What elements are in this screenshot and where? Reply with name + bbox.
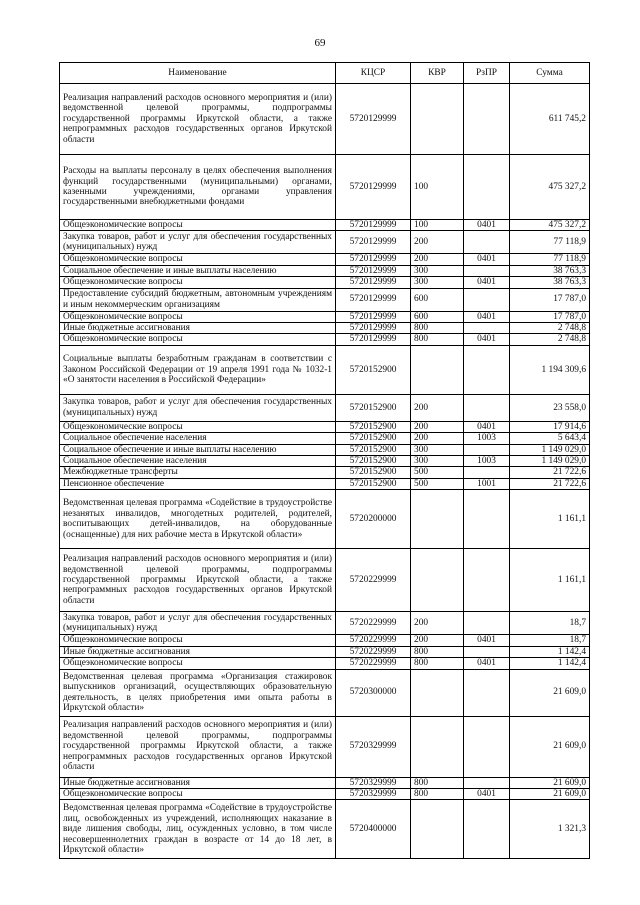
table-row	[60, 155, 590, 220]
table-row	[60, 231, 590, 254]
row-kvr: 800	[411, 777, 464, 788]
row-kvr: 100	[411, 220, 464, 231]
row-name: Общеэкономические вопросы	[60, 635, 336, 646]
table-row	[60, 777, 590, 788]
row-kcsr: 5720129999	[336, 277, 411, 288]
row-kvr: 800	[411, 334, 464, 345]
row-kcsr: 5720129999	[336, 254, 411, 265]
table-row	[60, 345, 590, 394]
row-kcsr: 5720329999	[336, 777, 411, 788]
table-row	[60, 334, 590, 345]
row-name: Общеэкономические вопросы	[60, 311, 336, 322]
row-sum: 475 327,2	[510, 220, 590, 231]
row-kvr: 800	[411, 788, 464, 799]
table-row	[60, 444, 590, 455]
row-rzpr: 1003	[464, 456, 510, 467]
row-rzpr	[464, 84, 510, 155]
row-kvr: 300	[411, 277, 464, 288]
table-row	[60, 84, 590, 155]
row-kvr: 200	[411, 635, 464, 646]
row-name: Общеэкономические вопросы	[60, 788, 336, 799]
row-name: Ведомственная целевая программа «Содействие в трудоустройстве незанятых инвалидов, многодетных родителей, родителей, воспитывающих детей-инвалидов, на оборудованные (оснащенные) для них рабочие места в Иркутской области»	[60, 490, 336, 549]
row-name: Социальное обеспечение и иные выплаты населению	[60, 265, 336, 276]
table-row	[60, 456, 590, 467]
row-sum: 611 745,2	[510, 84, 590, 155]
row-sum: 23 558,0	[510, 394, 590, 421]
table-row	[60, 394, 590, 421]
row-sum: 2 748,8	[510, 323, 590, 334]
row-kcsr: 5720129999	[336, 334, 411, 345]
row-sum: 2 748,8	[510, 334, 590, 345]
row-sum: 17 787,0	[510, 288, 590, 311]
row-kcsr: 5720329999	[336, 788, 411, 799]
table-row	[60, 220, 590, 231]
row-kcsr: 5720129999	[336, 84, 411, 155]
row-rzpr	[464, 669, 510, 716]
row-kcsr: 5720400000	[336, 800, 411, 859]
row-kvr: 500	[411, 478, 464, 489]
row-name: Общеэкономические вопросы	[60, 254, 336, 265]
row-kcsr: 5720129999	[336, 231, 411, 254]
row-name: Реализация направлений расходов основного мероприятия и (или) ведомственной целевой программы, подпрограммы государственной программы Иркутской области, а также непрограммных расходов государственных органов Иркутской области	[60, 716, 336, 777]
row-kvr	[411, 669, 464, 716]
header-rzpr: РзПР	[464, 63, 510, 84]
table-row	[60, 635, 590, 646]
row-rzpr	[464, 155, 510, 220]
table-row	[60, 646, 590, 657]
row-name: Социальное обеспечение и иные выплаты населению	[60, 444, 336, 455]
row-rzpr: 0401	[464, 635, 510, 646]
table-row	[60, 612, 590, 635]
row-sum: 21 609,0	[510, 788, 590, 799]
row-sum: 21 609,0	[510, 777, 590, 788]
row-kcsr: 5720129999	[336, 288, 411, 311]
row-name: Закупка товаров, работ и услуг для обеспечения государственных (муниципальных) нужд	[60, 231, 336, 254]
row-kcsr: 5720129999	[336, 265, 411, 276]
row-rzpr: 0401	[464, 220, 510, 231]
row-rzpr: 0401	[464, 277, 510, 288]
table-row	[60, 478, 590, 489]
row-kvr: 200	[411, 394, 464, 421]
row-rzpr	[464, 345, 510, 394]
row-name: Иные бюджетные ассигнования	[60, 646, 336, 657]
header-sum: Сумма	[510, 63, 590, 84]
table-row	[60, 288, 590, 311]
row-rzpr	[464, 646, 510, 657]
row-rzpr	[464, 490, 510, 549]
table-row	[60, 277, 590, 288]
row-name: Межбюджетные трансферты	[60, 467, 336, 478]
row-name: Общеэкономические вопросы	[60, 658, 336, 669]
row-rzpr: 0401	[464, 334, 510, 345]
row-sum: 21 609,0	[510, 669, 590, 716]
row-rzpr: 1003	[464, 433, 510, 444]
row-name: Социальное обеспечение населения	[60, 433, 336, 444]
table-row	[60, 549, 590, 612]
row-rzpr: 0401	[464, 311, 510, 322]
row-sum: 18,7	[510, 612, 590, 635]
row-kcsr: 5720129999	[336, 323, 411, 334]
row-kvr	[411, 549, 464, 612]
table-row	[60, 254, 590, 265]
row-sum: 1 161,1	[510, 549, 590, 612]
row-rzpr	[464, 323, 510, 334]
page-number: 69	[314, 37, 326, 49]
row-sum: 77 118,9	[510, 231, 590, 254]
row-sum: 21 609,0	[510, 716, 590, 777]
row-name: Общеэкономические вопросы	[60, 334, 336, 345]
row-rzpr	[464, 231, 510, 254]
row-kvr: 300	[411, 456, 464, 467]
row-rzpr: 0401	[464, 788, 510, 799]
table-row	[60, 265, 590, 276]
row-name: Иные бюджетные ассигнования	[60, 777, 336, 788]
row-name: Социальное обеспечение населения	[60, 456, 336, 467]
header-kvr: КВР	[411, 63, 464, 84]
row-kvr	[411, 716, 464, 777]
row-kcsr: 5720329999	[336, 716, 411, 777]
row-sum: 1 149 029,0	[510, 456, 590, 467]
row-name: Ведомственная целевая программа «Содействие в трудоустройстве лиц, освобожденных из учреждений, исполняющих наказание в виде лишения свободы, лиц, осужденных условно, в том числе несовершеннолетних граждан в возрасте от 14 до 18 лет, в Иркутской области»	[60, 800, 336, 859]
table-body	[60, 84, 590, 859]
row-kvr: 500	[411, 467, 464, 478]
row-rzpr	[464, 467, 510, 478]
row-kcsr: 5720152900	[336, 345, 411, 394]
row-kvr: 300	[411, 444, 464, 455]
row-kcsr: 5720152900	[336, 478, 411, 489]
row-kvr: 600	[411, 288, 464, 311]
row-kvr: 300	[411, 265, 464, 276]
header-kcsr: КЦСР	[336, 63, 411, 84]
row-sum: 21 722,6	[510, 478, 590, 489]
row-kcsr: 5720152900	[336, 433, 411, 444]
row-rzpr	[464, 800, 510, 859]
table-row	[60, 421, 590, 432]
row-name: Реализация направлений расходов основного мероприятия и (или) ведомственной целевой программы, подпрограммы государственной программы Иркутской области, а также непрограммных расходов государственных органов Иркутской области	[60, 84, 336, 155]
row-kvr: 800	[411, 658, 464, 669]
budget-table	[59, 62, 590, 859]
row-kvr	[411, 490, 464, 549]
row-name: Ведомственная целевая программа «Организация стажировок выпускников организаций, осуществляющих образовательную деятельность, в целях приобретения ими опыта работы в Иркутской области»	[60, 669, 336, 716]
row-rzpr	[464, 288, 510, 311]
table-row	[60, 800, 590, 859]
row-name: Расходы на выплаты персоналу в целях обеспечения выполнения функций государственными (муниципальными) органами, казенными учреждениями, органами управления государственными внебюджетными фондами	[60, 155, 336, 220]
row-name: Социальные выплаты безработным гражданам в соответствии с Законом Российской Федерации от 19 апреля 1991 года № 1032-1 «О занятости населения в Российской Федерации»	[60, 345, 336, 394]
table-row	[60, 323, 590, 334]
row-sum: 1 149 029,0	[510, 444, 590, 455]
row-kcsr: 5720152900	[336, 394, 411, 421]
table-row	[60, 467, 590, 478]
row-kcsr: 5720229999	[336, 635, 411, 646]
row-kvr	[411, 800, 464, 859]
row-kcsr: 5720152900	[336, 467, 411, 478]
row-rzpr	[464, 265, 510, 276]
header-name: Наименование	[60, 63, 336, 84]
row-rzpr: 0401	[464, 658, 510, 669]
row-name: Предоставление субсидий бюджетным, автономным учреждениям и иным некоммерческим организациям	[60, 288, 336, 311]
row-kvr: 800	[411, 646, 464, 657]
row-name: Реализация направлений расходов основного мероприятия и (или) ведомственной целевой программы, подпрограммы государственной программы Иркутской области, а также непрограммных расходов государственных органов Иркутской области	[60, 549, 336, 612]
row-kvr	[411, 345, 464, 394]
row-kvr	[411, 84, 464, 155]
row-sum: 17 787,0	[510, 311, 590, 322]
row-sum: 1 321,3	[510, 800, 590, 859]
table-row	[60, 716, 590, 777]
row-sum: 1 142,4	[510, 658, 590, 669]
row-kcsr: 5720229999	[336, 549, 411, 612]
table-row	[60, 490, 590, 549]
row-kvr: 200	[411, 231, 464, 254]
row-sum: 77 118,9	[510, 254, 590, 265]
row-sum: 5 643,4	[510, 433, 590, 444]
row-rzpr: 0401	[464, 421, 510, 432]
row-name: Общеэкономические вопросы	[60, 421, 336, 432]
row-kcsr: 5720129999	[336, 155, 411, 220]
row-kcsr: 5720200000	[336, 490, 411, 549]
row-name: Общеэкономические вопросы	[60, 277, 336, 288]
row-kcsr: 5720229999	[336, 612, 411, 635]
row-rzpr	[464, 444, 510, 455]
row-sum: 21 722,6	[510, 467, 590, 478]
row-rzpr	[464, 612, 510, 635]
row-sum: 475 327,2	[510, 155, 590, 220]
row-rzpr	[464, 549, 510, 612]
row-kcsr: 5720152900	[336, 456, 411, 467]
table-row	[60, 669, 590, 716]
row-sum: 1 161,1	[510, 490, 590, 549]
row-rzpr: 0401	[464, 254, 510, 265]
table-header-row	[60, 63, 590, 84]
row-rzpr	[464, 777, 510, 788]
row-kvr: 200	[411, 254, 464, 265]
row-sum: 17 914,6	[510, 421, 590, 432]
row-rzpr	[464, 394, 510, 421]
row-kcsr: 5720152900	[336, 444, 411, 455]
row-kvr: 600	[411, 311, 464, 322]
row-kvr: 200	[411, 421, 464, 432]
row-sum: 38 763,3	[510, 265, 590, 276]
row-kcsr: 5720300000	[336, 669, 411, 716]
row-name: Закупка товаров, работ и услуг для обеспечения государственных (муниципальных) нужд	[60, 394, 336, 421]
row-kcsr: 5720129999	[336, 220, 411, 231]
table-row	[60, 433, 590, 444]
row-rzpr: 1001	[464, 478, 510, 489]
row-sum: 1 194 309,6	[510, 345, 590, 394]
row-name: Иные бюджетные ассигнования	[60, 323, 336, 334]
row-name: Общеэкономические вопросы	[60, 220, 336, 231]
row-kcsr: 5720129999	[336, 311, 411, 322]
row-kcsr: 5720229999	[336, 646, 411, 657]
row-kvr: 100	[411, 155, 464, 220]
table-row	[60, 788, 590, 799]
row-kvr: 200	[411, 612, 464, 635]
row-kvr: 800	[411, 323, 464, 334]
row-name: Закупка товаров, работ и услуг для обеспечения государственных (муниципальных) нужд	[60, 612, 336, 635]
row-rzpr	[464, 716, 510, 777]
row-kvr: 200	[411, 433, 464, 444]
row-kcsr: 5720152900	[336, 421, 411, 432]
table-row	[60, 658, 590, 669]
row-sum: 18,7	[510, 635, 590, 646]
row-name: Пенсионное обеспечение	[60, 478, 336, 489]
row-sum: 1 142,4	[510, 646, 590, 657]
row-sum: 38 763,3	[510, 277, 590, 288]
table-row	[60, 311, 590, 322]
row-kcsr: 5720229999	[336, 658, 411, 669]
